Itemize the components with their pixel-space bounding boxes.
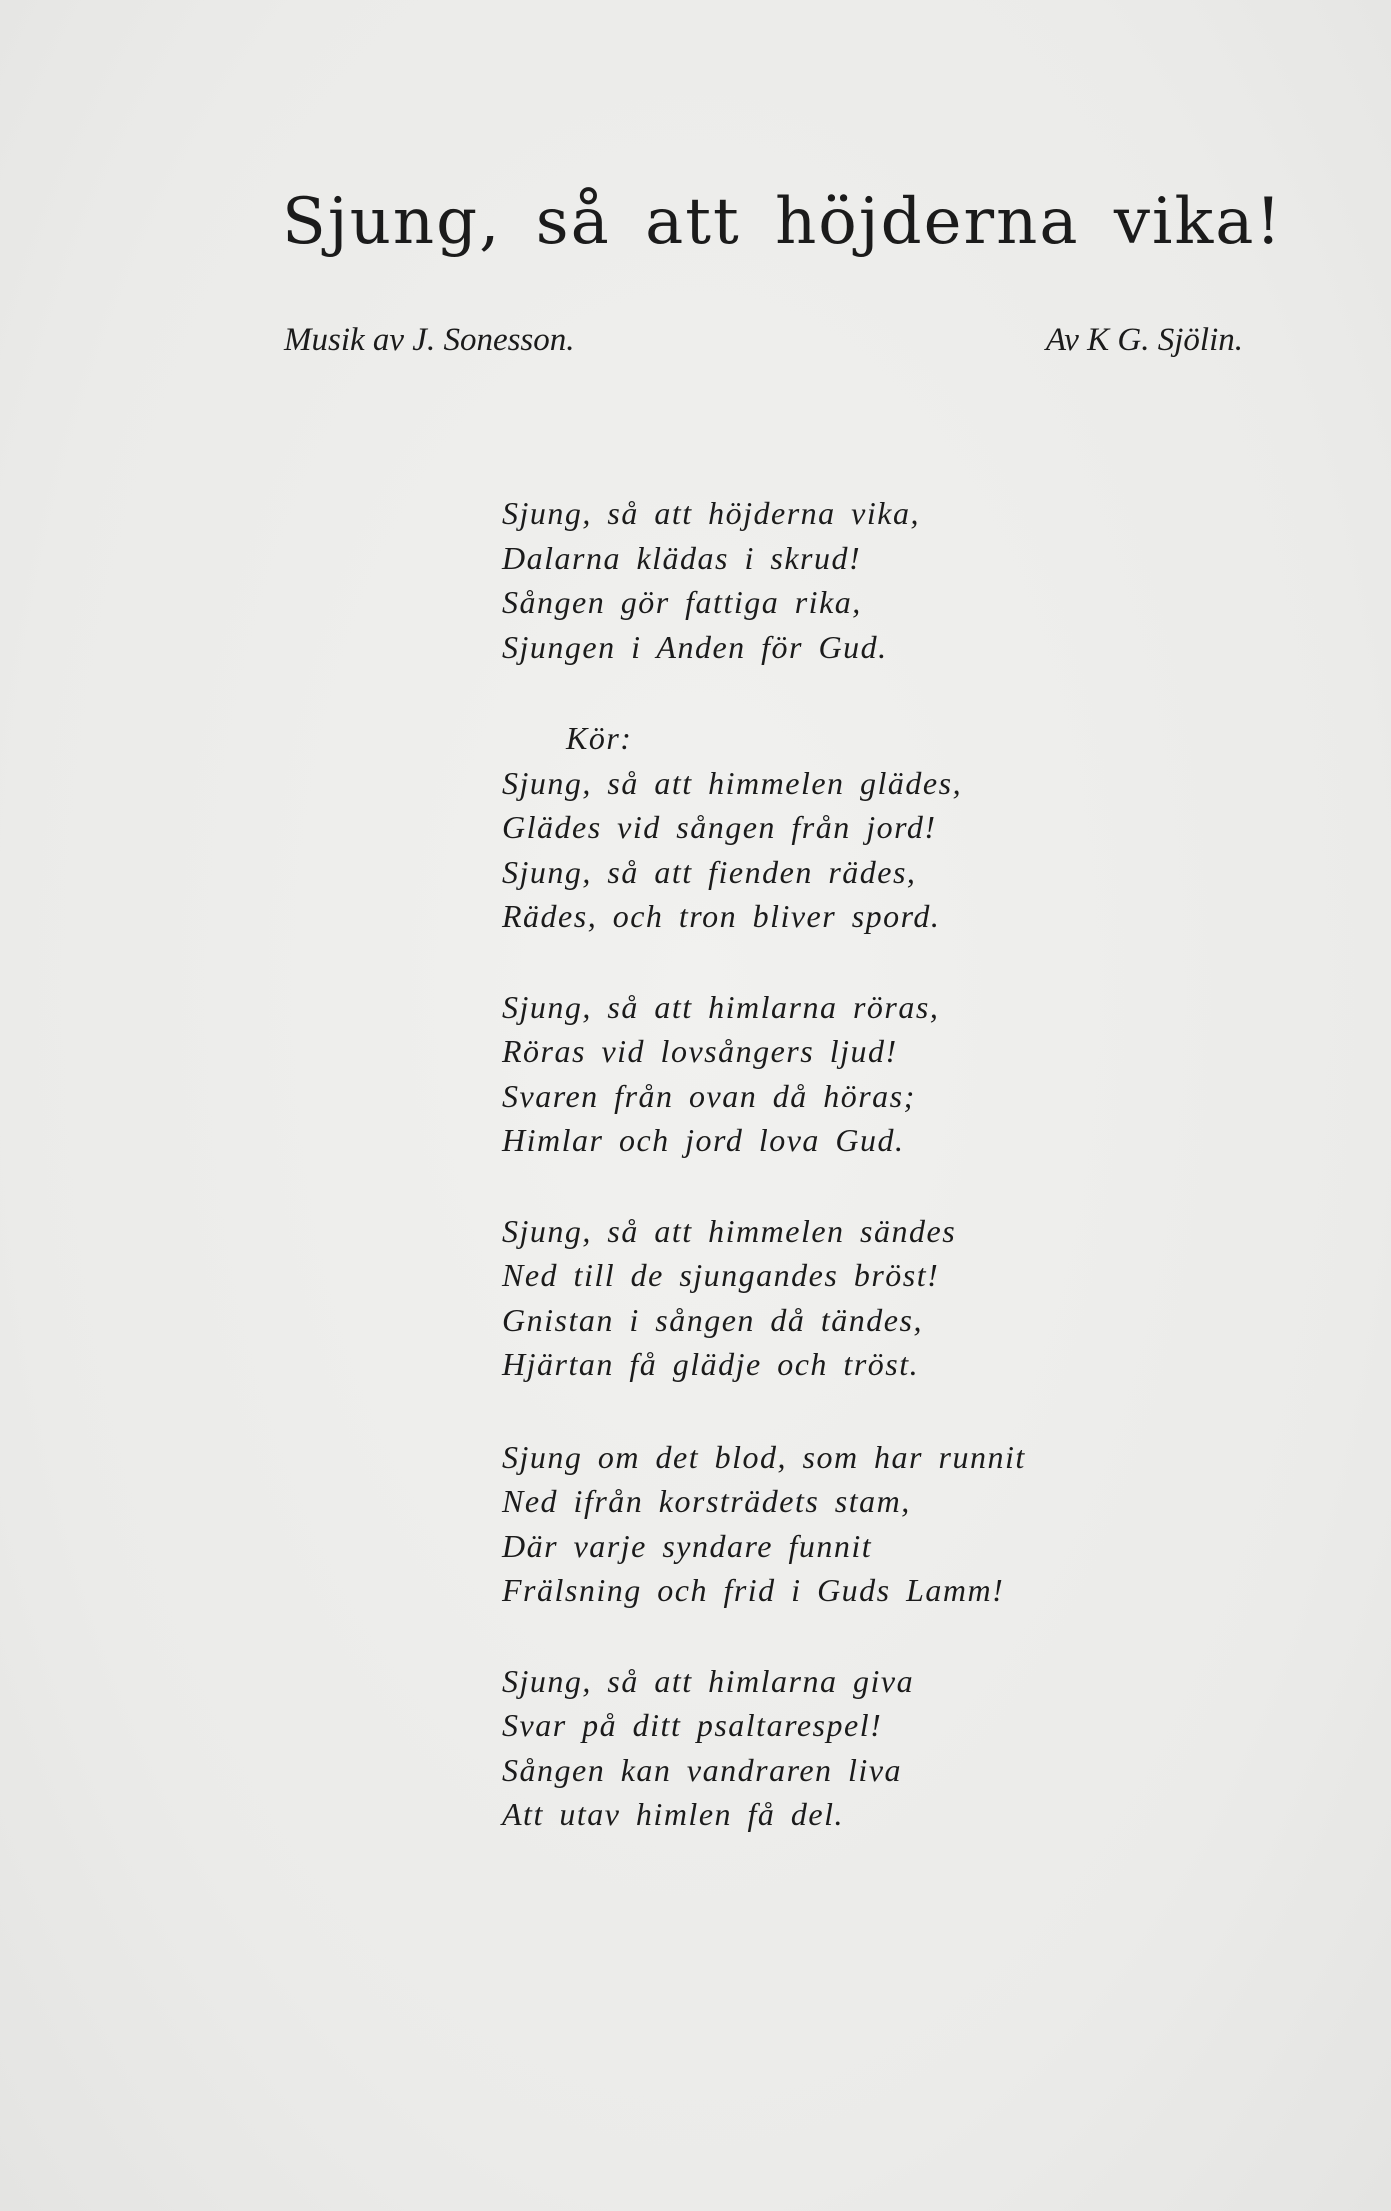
lyric-line: Himlar och jord lova Gud. xyxy=(502,1122,905,1158)
lyric-line: Sjung, så att himlarna röras, xyxy=(502,988,940,1025)
lyric-line: Sjung, så att höjderna vika, xyxy=(502,495,920,531)
song-title: Sjung, så att höjderna vika! xyxy=(282,185,1284,259)
lyric-line: Rädes, och tron bliver spord. xyxy=(502,898,941,934)
verse-1 xyxy=(502,491,1102,669)
lyric-line: Att utav himlen få del. xyxy=(502,1796,844,1832)
music-credit: Musik av J. Sonesson. xyxy=(284,322,575,358)
lyric-line: Röras vid lovsångers ljud! xyxy=(502,1033,898,1069)
lyric-line: Sjung, så att himmelen sändes xyxy=(502,1212,957,1249)
lyric-line: Hjärtan få glädje och tröst. xyxy=(502,1346,920,1382)
lyric-line: Glädes vid sången från jord! xyxy=(502,809,937,845)
lyric-line: Gnistan i sången då tändes, xyxy=(502,1301,923,1338)
lyric-line: Sjung, så att himlarna giva xyxy=(502,1662,915,1699)
verse-5 xyxy=(502,1659,1102,1837)
lyric-line: Sången kan vandraren liva xyxy=(502,1751,903,1788)
lyric-line: Ned ifrån korsträdets stam, xyxy=(502,1483,911,1519)
lyric-line: Sjung om det blod, som har runnit xyxy=(502,1438,1026,1475)
lyric-line: Dalarna klädas i skrud! xyxy=(502,539,862,576)
verse-4 xyxy=(502,1435,1102,1613)
lyric-line: Där varje syndare funnit xyxy=(502,1527,873,1564)
lyric-line: Svaren från ovan då höras; xyxy=(502,1077,916,1114)
lyric-line: Frälsning och frid i Guds Lamm! xyxy=(502,1572,1005,1608)
lyric-line: Sjung, så att himmelen glädes, xyxy=(502,764,963,801)
lyric-line: Ned till de sjungandes bröst! xyxy=(502,1257,940,1293)
lyric-line: Sången gör fattiga rika, xyxy=(502,584,862,620)
author-credit: Av K G. Sjölin. xyxy=(1045,322,1243,358)
chorus-label: Kör: xyxy=(566,720,633,756)
lyric-line: Sjungen i Anden för Gud. xyxy=(502,628,888,665)
verse-2 xyxy=(502,985,1102,1163)
lyrics xyxy=(502,491,1102,1837)
verse-3 xyxy=(502,1209,1102,1387)
lyric-line: Svar på ditt psaltarespel! xyxy=(502,1707,883,1743)
lyric-line: Sjung, så att fienden rädes, xyxy=(502,853,917,890)
chorus xyxy=(502,716,1102,939)
